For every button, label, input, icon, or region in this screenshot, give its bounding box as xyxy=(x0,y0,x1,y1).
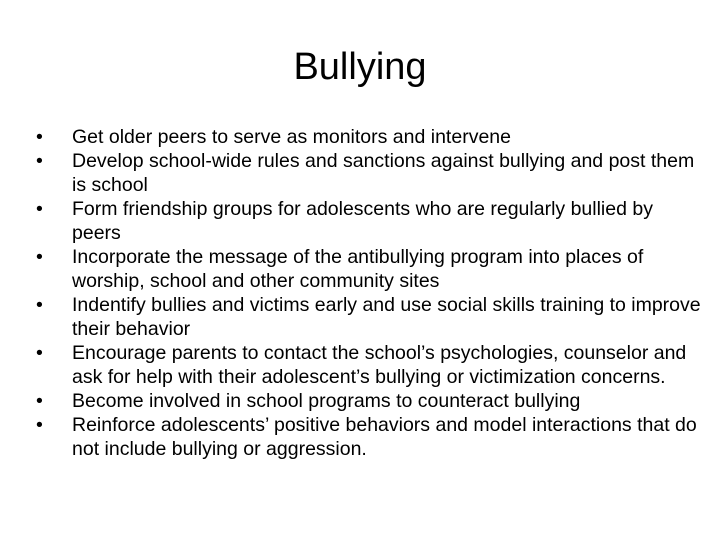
bullet-icon: • xyxy=(36,294,43,316)
bullet-icon: • xyxy=(36,390,43,412)
bullet-item xyxy=(36,293,704,341)
bullet-text: Reinforce adolescents’ positive behaviors and model interactions that do not include bullying or aggression. xyxy=(72,414,697,460)
bullet-text: Incorporate the message of the antibullying program into places of worship, school and other community sites xyxy=(72,246,644,292)
bullet-text: Get older peers to serve as monitors and intervene xyxy=(72,126,511,148)
bullet-icon: • xyxy=(36,198,43,220)
bullet-text: Indentify bullies and victims early and use social skills training to improve their behavior xyxy=(72,294,701,340)
bullet-item xyxy=(36,125,704,149)
bullet-item xyxy=(36,197,704,245)
bullet-item xyxy=(36,389,704,413)
bullet-icon: • xyxy=(36,246,43,268)
bullet-item xyxy=(36,341,704,389)
bullet-text: Encourage parents to contact the school’s psychologies, counselor and ask for help with their adolescent’s bullying or victimization concerns. xyxy=(72,342,687,388)
bullet-icon: • xyxy=(36,414,43,436)
bullet-item xyxy=(36,149,704,197)
bullet-icon: • xyxy=(36,126,43,148)
bullet-item xyxy=(36,413,704,461)
bullet-text: Form friendship groups for adolescents who are regularly bullied by peers xyxy=(72,198,653,244)
slide-title: Bullying xyxy=(293,46,427,88)
bullet-text: Develop school-wide rules and sanctions against bullying and post them is school xyxy=(72,150,695,196)
bullet-icon: • xyxy=(36,150,43,172)
bullet-text: Become involved in school programs to counteract bullying xyxy=(72,390,581,412)
bullet-list xyxy=(36,125,704,461)
bullet-icon: • xyxy=(36,342,43,364)
bullet-item xyxy=(36,245,704,293)
